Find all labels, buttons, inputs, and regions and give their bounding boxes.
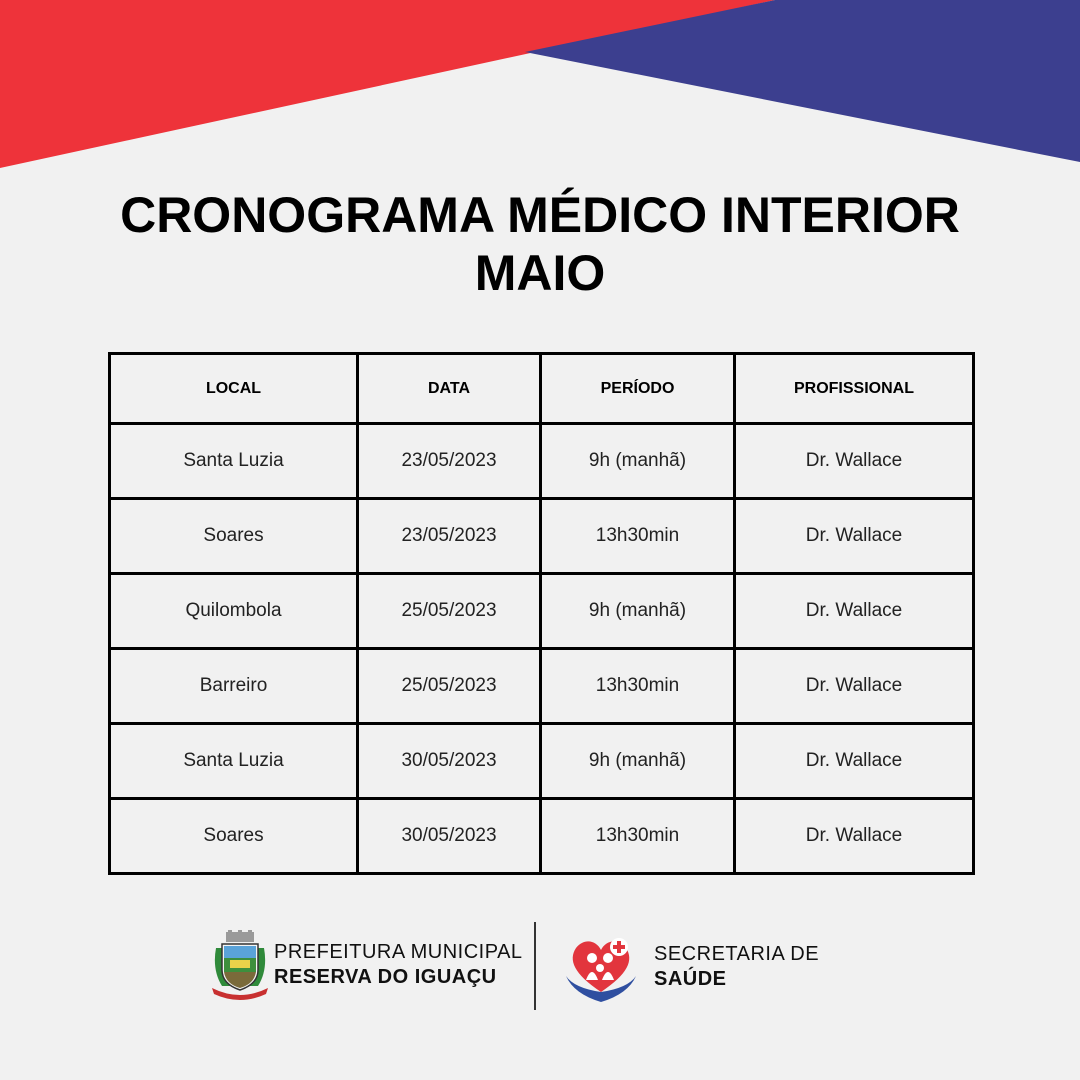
- cell-periodo: 9h (manhã): [541, 724, 735, 799]
- cell-data: 23/05/2023: [358, 424, 541, 499]
- cell-data: 30/05/2023: [358, 799, 541, 874]
- cell-local: Soares: [110, 799, 358, 874]
- cell-profissional: Dr. Wallace: [735, 724, 974, 799]
- cell-local: Quilombola: [110, 574, 358, 649]
- page-title: [0, 186, 1080, 302]
- title-line-2: MAIO: [474, 245, 606, 301]
- table-header-row: [110, 354, 974, 424]
- header-periodo: PERÍODO: [541, 354, 735, 424]
- cell-periodo: 13h30min: [541, 499, 735, 574]
- footer-divider: [534, 922, 536, 1010]
- header-profissional: PROFISSIONAL: [735, 354, 974, 424]
- table-row: [110, 424, 974, 499]
- cell-profissional: Dr. Wallace: [735, 574, 974, 649]
- cell-data: 25/05/2023: [358, 649, 541, 724]
- cell-periodo: 13h30min: [541, 649, 735, 724]
- cell-data: 25/05/2023: [358, 574, 541, 649]
- secretaria-text: [654, 942, 819, 992]
- schedule-table: [108, 352, 975, 875]
- cell-profissional: Dr. Wallace: [735, 799, 974, 874]
- cell-periodo: 13h30min: [541, 799, 735, 874]
- heart-family-hands-icon: [564, 932, 638, 1006]
- cell-local: Soares: [110, 499, 358, 574]
- cell-periodo: 9h (manhã): [541, 424, 735, 499]
- cell-periodo: 9h (manhã): [541, 574, 735, 649]
- cell-data: 23/05/2023: [358, 499, 541, 574]
- header-local: LOCAL: [110, 354, 358, 424]
- prefeitura-line-2: RESERVA DO IGUAÇU: [274, 966, 497, 988]
- cell-local: Santa Luzia: [110, 424, 358, 499]
- cell-local: Barreiro: [110, 649, 358, 724]
- table-row: [110, 724, 974, 799]
- municipal-coat-of-arms-icon: [208, 930, 272, 1000]
- title-line-1: CRONOGRAMA MÉDICO INTERIOR: [120, 187, 960, 243]
- table-row: [110, 799, 974, 874]
- table-row: [110, 499, 974, 574]
- table-row: [110, 649, 974, 724]
- cell-local: Santa Luzia: [110, 724, 358, 799]
- cell-profissional: Dr. Wallace: [735, 499, 974, 574]
- header-banner: [0, 0, 1080, 200]
- secretaria-line-1: SECRETARIA DE: [654, 943, 820, 965]
- table-row: [110, 574, 974, 649]
- prefeitura-line-1: PREFEITURA MUNICIPAL: [274, 941, 523, 963]
- prefeitura-text: [274, 940, 523, 990]
- cell-profissional: Dr. Wallace: [735, 424, 974, 499]
- cell-data: 30/05/2023: [358, 724, 541, 799]
- header-data: DATA: [358, 354, 541, 424]
- cell-profissional: Dr. Wallace: [735, 649, 974, 724]
- secretaria-line-2: SAÚDE: [654, 968, 727, 990]
